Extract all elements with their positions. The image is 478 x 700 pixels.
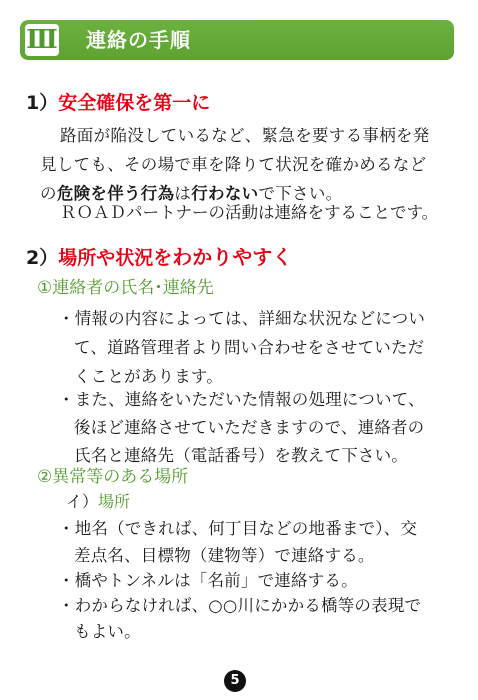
- sub2-bullet2-line1: ・橋やトンネルは「名前」で連絡する。: [58, 571, 358, 590]
- sub2-bullet3-line2: もよい。: [74, 622, 141, 641]
- sub1-heading: ①連絡者の氏名･連絡先: [37, 278, 214, 298]
- sub2-bullet1-line2: 差点名、目標物（建物等）で連絡する。: [74, 546, 375, 565]
- sub2-subsub-label: 場所: [98, 492, 131, 511]
- sub1-bullet1-line2: て、道路管理者より問い合わせをさせていただ: [74, 338, 425, 357]
- sub1-bullet1-line3: くことがあります。: [74, 367, 223, 386]
- section1-number: 1）: [26, 92, 59, 114]
- section1-para1-bold2: 行わない: [191, 184, 259, 203]
- section-title: 連絡の手順: [86, 28, 191, 52]
- sub1-bullet2-line2: 後ほど連絡させていただきますので、連絡者の: [74, 418, 425, 437]
- sub1-bullet2-line1: ・また、連絡をいただいた情報の処理について、: [58, 390, 425, 409]
- section-numeral: Ⅲ: [26, 25, 58, 55]
- section1-para1-line3-pre: の: [40, 184, 57, 203]
- sub2-subsub-marker: イ）: [66, 492, 99, 511]
- section1-para1-line3-post: で下さい。: [258, 184, 343, 203]
- section1-heading: [26, 91, 210, 115]
- section1-heading-text: 安全確保を第一に: [58, 92, 211, 114]
- section1-para1-bold1: 危険を伴う行為: [56, 184, 175, 203]
- section1-para1-line1: 路面が陥没しているなど、緊急を要する事柄を発: [60, 126, 430, 145]
- section2-heading-text: 場所や状況を: [58, 247, 173, 269]
- section2-number: 2）: [26, 247, 59, 269]
- section2-heading-strong: わかりやすく: [172, 245, 293, 269]
- section1-para1-line3-mid: は: [174, 184, 192, 203]
- sub2-bullet3-line1: ・わからなければ、○○川にかかる橋等の表現で: [58, 596, 422, 615]
- sub2-subsub-heading: [66, 490, 130, 514]
- sub1-bullet1-line1: ・情報の内容によっては、詳細な状況などについ: [58, 309, 426, 328]
- sub2-bullet1-line1: ・地名（できれば、何丁目などの地番まで）、交: [58, 519, 418, 538]
- sub1-bullet2-line3: 氏名と連絡先（電話番号）を教えて下さい。: [74, 446, 408, 465]
- section-header-bar: [20, 20, 454, 60]
- section1-para1-line2: 見しても、その場で車を降りて状況を確かめるなど: [40, 155, 427, 174]
- page-number-badge: 5: [224, 670, 246, 692]
- sub2-heading: ②異常等のある場所: [37, 467, 189, 487]
- section2-heading: [26, 245, 292, 270]
- section1-para2: ＲＯＡＤパートナーの活動は連絡をすることです。: [60, 203, 439, 222]
